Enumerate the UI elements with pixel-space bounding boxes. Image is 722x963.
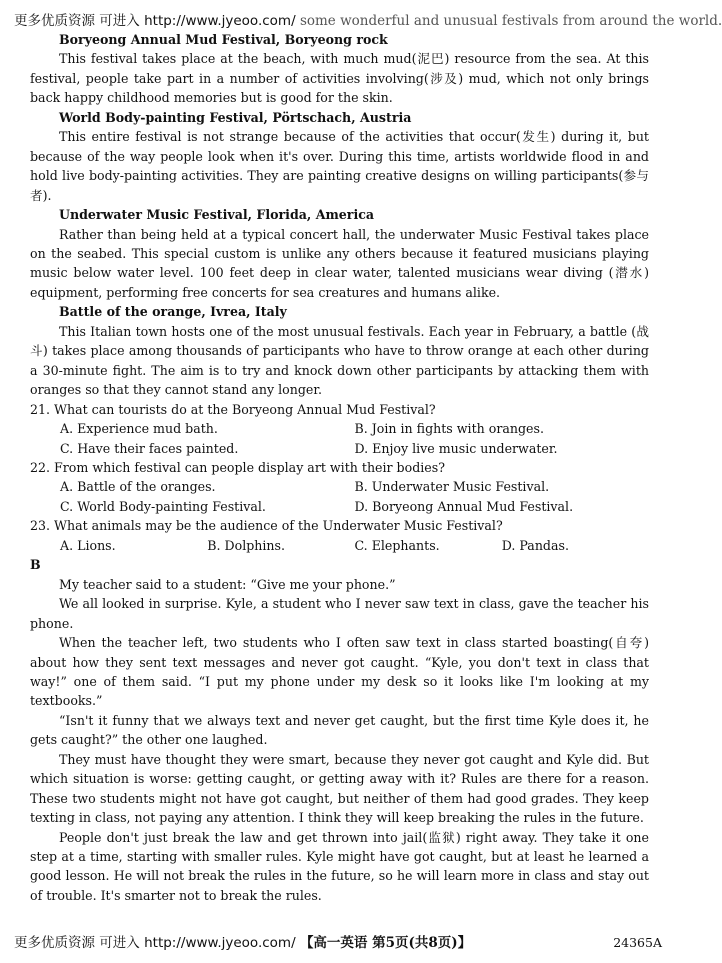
header-url[interactable]: http://www.jyeoo.com/ [144,13,296,29]
page-number-label: 【高一英语 第5页(共8页)】 [299,935,472,951]
question-options [30,419,649,458]
answer-option: C. Elephants. [354,537,440,553]
festival-heading: World Body-painting Festival, Pörtschach, Austria [58,109,412,125]
answer-option: C. Have their faces painted. [60,440,239,456]
question-options [30,477,649,516]
document-body [30,30,649,905]
question-options [30,536,649,555]
answer-option: A. Battle of the oranges. [60,479,216,495]
answer-option: A. Lions. [60,537,116,553]
story-paragraph: My teacher said to a student: “Give me your phone.” [58,576,396,592]
page-header [14,10,722,32]
story-paragraph: “Isn't it funny that we always text and never get caught, but the first time Kyle does it, he gets caught?” the other one laughed. [30,712,649,748]
story-paragraph: People don't just break the law and get thrown into jail(监狱) right away. They take it one step at a time, starting with smaller rules. Kyle might have got caught, but at least he learned a good lesson. He will not break the rules in the future, so he will learn more in class and stay out of trouble. It's smarter not to break the rules. [30,829,649,903]
answer-option: B. Dolphins. [207,537,285,553]
story-paragraph: They must have thought they were smart, because they never got caught and Kyle did. But which situation is worse: getting caught, or getting away with it? Rules are there for a reason. These two students might not have got caught, but neither of them had good grades. They keep texting in class, not paying any attention. I think they will keep breaking the rules in the future. [30,751,649,826]
answer-option: D. Enjoy live music underwater. [354,440,558,456]
festival-description: Rather than being held at a typical concert hall, the underwater Music Festival takes place on the seabed. This special custom is unlike any others because it featured musicians playing music below water level. 100 feet deep in clear water, talented musicians wear diving (潜水) equipment, performing free concerts for sea creatures and humans alike. [30,226,649,300]
festival-description: This Italian town hosts one of the most unusual festivals. Each year in February, a battle (战斗) takes place among thousands of participants who have to throw orange at each other during a 30-minute fight. The aim is to try and knock down other participants by attacking them with oranges so that they cannot stand any longer. [30,323,649,398]
question-stem: 23. What animals may be the audience of the Underwater Music Festival? [30,518,503,534]
answer-option: A. Experience mud bath. [60,421,218,437]
story-paragraph: When the teacher left, two students who I often saw text in class started boasting(自夸) about how they sent text messages and never got caught. “Kyle, you don't text in class that way!” one of them said. “I put my phone under my desk so it looks like I'm looking at my textbooks.” [30,635,649,709]
festival-heading: Boryeong Annual Mud Festival, Boryeong rock [58,32,388,47]
answer-option: D. Pandas. [501,537,569,553]
question-stem: 22. From which festival can people display art with their bodies? [30,459,445,475]
festival-heading: Battle of the orange, Ivrea, Italy [58,304,287,320]
story-paragraph: We all looked in surprise. Kyle, a student who I never saw text in class, gave the teacher his phone. [30,596,649,631]
page-footer [14,932,664,954]
answer-option: B. Join in fights with oranges. [354,421,544,437]
footer-promo: 更多优质资源 可进入 [14,935,140,951]
footer-url[interactable]: http://www.jyeoo.com/ [144,935,296,951]
exam-code: 24365A [613,935,662,950]
festival-description: This entire festival is not strange because of the activities that occur(发生) during it, but because of the way people look when it's over. During this time, artists worldwide flood in and hold live body-painting activities. They are painting creative designs on willing participants(参与者). [30,129,649,203]
answer-option: D. Boryeong Annual Mud Festival. [354,498,574,514]
header-partial-line: some wonderful and unusual festivals from around the world. [299,13,722,29]
answer-option: B. Underwater Music Festival. [354,479,550,495]
header-promo: 更多优质资源 可进入 [14,13,140,29]
festival-heading: Underwater Music Festival, Florida, America [58,207,375,223]
festival-description: This festival takes place at the beach, with much mud(泥巴) resource from the sea. At this festival, people take part in a number of activities involving(涉及) mud, which not only brings back happy childhood memories but is good for the skin. [30,51,649,106]
section-label: B [30,557,41,573]
answer-option: C. World Body-painting Festival. [60,498,266,514]
question-stem: 21. What can tourists do at the Boryeong Annual Mud Festival? [30,401,436,417]
